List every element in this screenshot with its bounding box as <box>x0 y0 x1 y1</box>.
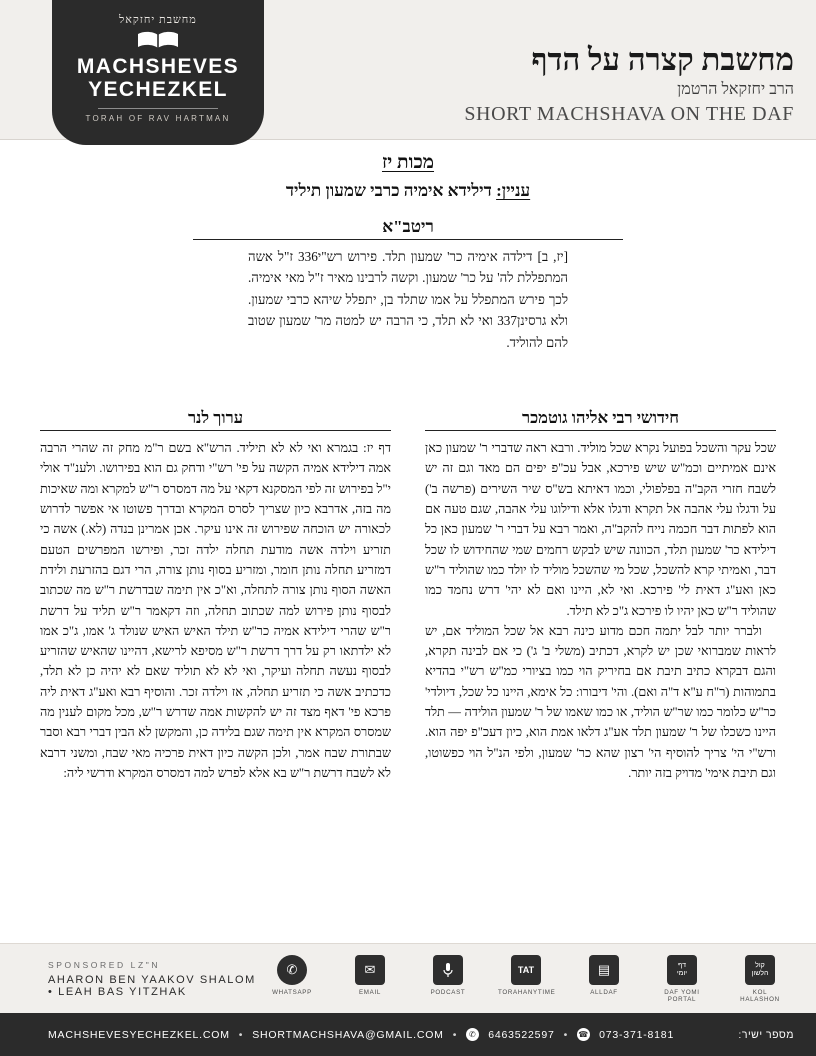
paragraph: שכל עקר והשכל בפועל נקרא שכל מוליד. ורבא ראה שדברי ר' שמעון כאן אינם אמיתיים וכמ"ש שיש פירכא, אבל עכ"פ יפים הם מאד וגם זה יש לשבח חזרי הקב"ה בפלפולי, וכמו דאיתא בש"ס שיר השירים (פרשה ב') על ודגלו עלי אהבה אל תקרא ודגלו אלא ודילוגו עלי אהבה, שגם טעה אם הוא לפתות דבר חכמה נייח להקב"ה, ואמר רבא על דברי ר' שמעון כאן כל דילידא כר' שמעון תלד, הכוונה שיש לבקש רחמים שמי שהחידוש לו שכל דבר, ואמיתי קרא להשכל, שכל מי שהשכל מוליד לו יולד כמו שהוליד ר"ש כאן ואע"ג דאית לי' פירכא. ואי לא, היינו ואם לא יהי' דרש נחמד כמו שהוליד ר"ש כאן יהיו לו פירכא ג"כ לא תילד. <box>425 441 776 618</box>
contact-right <box>738 1029 794 1041</box>
page-title: מחשבת קצרה על הדף <box>531 42 794 77</box>
inyan-text: דילידא אימיה כרבי שמעון תיליד <box>285 181 492 200</box>
email-label: EMAIL <box>358 988 382 996</box>
contact-left <box>48 1028 674 1041</box>
gutmacher-heading: חידושי רבי אליהו גוטמכר <box>425 408 776 431</box>
separator-dot-2: • <box>452 1028 458 1041</box>
ritva-text: [יז, ב] דילדה אימיה כר' שמעון תלד. פירוש רש"י336 ז"ל אשה המתפללת לה' על כר' שמעון. וקשה לרבינו מאיר ז"ל מאי אימיה. לכך פירש המתפלל על אמו שתלד בן, יתפלל שיהא כרבי שמעון. ולא גרסינן337 ואי לא תלד, כי הרבה יש למטה מר' שמעון שטוב להם להוליד. <box>248 249 568 350</box>
direct-number-label: מספר ישיר: <box>738 1028 794 1041</box>
commentary-columns <box>40 408 776 783</box>
torahanytime-icon[interactable]: TAT <box>511 955 541 985</box>
author-name: הרב יחזקאל הרטמן <box>677 80 794 98</box>
logo-title-line2: YECHEZKEL <box>88 78 228 102</box>
ritva-heading: ריטב"א <box>193 217 623 240</box>
daf-meta <box>0 152 816 201</box>
page-title-english: SHORT MACHSHAVA ON THE DAF <box>464 102 794 125</box>
daf-yomi-portal-icon[interactable]: דף יומי <box>667 955 697 985</box>
whatsapp-label: WHATSAPP <box>272 988 312 996</box>
separator-dot: • <box>238 1028 244 1041</box>
platform-whatsapp[interactable] <box>264 955 320 1003</box>
sponsor-text <box>48 960 264 998</box>
open-book-icon <box>135 30 181 50</box>
email-icon[interactable]: ✉ <box>355 955 385 985</box>
daf-yomi-portal-label: DAF YOMI PORTAL <box>664 988 700 1003</box>
whatsapp-number[interactable]: 6463522597 <box>488 1028 555 1041</box>
email-link[interactable]: SHORTMACHSHAVA@GMAIL.COM <box>252 1028 444 1041</box>
microphone-icon[interactable] <box>433 955 463 985</box>
masechta-title: מכות יז <box>381 152 435 173</box>
inyan-label: עניין: <box>496 181 531 200</box>
aruch-laner-body <box>40 438 391 783</box>
header-titles <box>464 42 794 126</box>
torahanytime-label: TORAHANYTIME <box>498 988 556 996</box>
alldaf-label: ALLDAF <box>590 988 618 996</box>
sponsor-bar <box>0 943 816 1013</box>
sponsor-label: SPONSORED LZ"N <box>48 959 161 970</box>
separator-dot-3: • <box>563 1028 569 1041</box>
inyan-line <box>0 181 816 201</box>
platform-alldaf[interactable] <box>576 955 632 1003</box>
platform-kol-halashon[interactable] <box>732 955 788 1003</box>
website-link[interactable]: MACHSHEVESYECHEZKEL.COM <box>48 1028 230 1041</box>
podcast-label: PODCAST <box>430 988 466 996</box>
column-aruch-laner <box>40 408 391 783</box>
whatsapp-small-icon: ✆ <box>466 1028 479 1041</box>
whatsapp-icon[interactable]: ✆ <box>277 955 307 985</box>
logo-plaque <box>52 0 264 145</box>
sponsor-names: AHARON BEN YAAKOV SHALOM • LEAH BAS YITZHAK <box>48 973 256 998</box>
page-header <box>0 0 816 140</box>
paragraph: דף יז: בגמרא ואי לא לא תיליד. הרש"א בשם ר"מ מחק זה שהרי הרבה אמה דילידא אמיה הקשה על פי' רש"י ודחק גם הוא בפירושו. ולענ"ד אולי י"ל בפירוש זה לפי המסקנא דקאי על מה דמסרס ר"ש למקרא ומה שאיכות מה בזה, אדרבא כיון שצריך לסרס המקרא ובדרך פשוטו אי אפשר לדרוש לכאורה יש הוכחה שפירוש זה אינו עיקר. אכן אמרינן בנדה (לא.) אשה כי תזריע וילדה אשה מודעת תחלה ילדה זכר, ופירשו המפרשים הטעם דמזריע תחלה נותן חומר, ומזריע בסוף נותן צורה, הרי דגם בהזרעת ולידת האשה הסוף נותן צורה לתחלה, וא"כ אין תימה שבדרשת ר"ש מה שכתוב לבסוף נותן פירוש למה שכתוב תחלה, וזה דקאמר ר"ש תליד על דרשת ר"ש שהרי דילידא אמיה כר"ש תילד האיש האיש שנולד ג' אמו, ג"כ אמו לא ילדתאו רק על דרך דרשת ר"ש מסיפא לרישא, דהיינו שהאיש שהזריע לבסוף נעשה תחלה ועיקר, ואי לא לא תוליד שאם לא יהיה כן לא תלד, כדכתיב אשה כי תזריע תחלה, אז וילדה זכר. והוסיף רבא ואע"ג דאית ליה פרכא פי' דאף מצד זה יש להקשות אמה שדרש ר"ש, מכל מקום לענין מה שמסרס המקרא אין תימה שגם בלידה כן, והמקשן לא הבין דברי רבא וסבר שבתורת שבח אמר, ולכן הקשה כיון דאית פרכיה מאי שבח, ומשני דרבא לא לשבח דרשת ר"ש בא אלא לפרש למה דמסרס המקרא ודרשי ליה: <box>40 441 391 780</box>
contact-bar <box>0 1013 816 1056</box>
platform-daf-yomi-portal[interactable] <box>654 955 710 1003</box>
logo-title-line1: MACHSHEVES <box>76 55 240 78</box>
logo-subtitle: TORAH OF RAV HARTMAN <box>85 114 231 124</box>
platform-email[interactable] <box>342 955 398 1003</box>
logo-divider <box>98 108 218 109</box>
ritva-section <box>193 217 623 353</box>
platform-podcast[interactable] <box>420 955 476 1003</box>
kol-halashon-icon[interactable]: קול הלשון <box>745 955 775 985</box>
aruch-laner-heading: ערוך לנר <box>40 408 391 431</box>
paragraph: ולברר יותר לבל יתמה חכם מדוע כינה רבא אל שכל המוליד אם, יש לראות שמברואי שכן יש לקרא, דכתיב (משלי ב' ג') כי אם לבינה תקרא, והגם דבקרא כתיב תיבת אם בחיריק הוי כמו בציורי כמ"ש רש"י בהדיא בתמוהות (ר"ח ע"א ד"ה ואם). והי' דיבורו: כל אימא, היינו כל שכל, דיולדי' כר"ש כלומר כמו שר"ש הוליד, או כמו שאמו של ר' שמעון הולידה — תלד היינו כשכלו של ר' שמעון תלד אע"ג דלאו אמת הוא, כיון דעכ"פ יפה הוא. ורש"י הי' צריך להוסיף הי' רצון שהא כר' שמעון, ולפי הנ"ל הוי כפשוטו, וגם תיבת אימי' מדויק בזה יותר. <box>425 623 776 780</box>
logo-hebrew-text: מחשבת יחזקאל <box>119 14 197 26</box>
platform-torahanytime[interactable] <box>498 955 554 1003</box>
column-chidushei-rabbi-eliyahu-gutmacher <box>425 408 776 783</box>
kol-halashon-label: KOL HALASHON <box>740 988 780 1003</box>
gutmacher-body <box>425 438 776 783</box>
platform-icon-row <box>264 955 788 1003</box>
phone-small-icon: ☎ <box>578 1030 589 1039</box>
phone-number[interactable]: 073-371-8181 <box>599 1028 675 1041</box>
alldaf-icon[interactable]: ▤ <box>589 955 619 985</box>
